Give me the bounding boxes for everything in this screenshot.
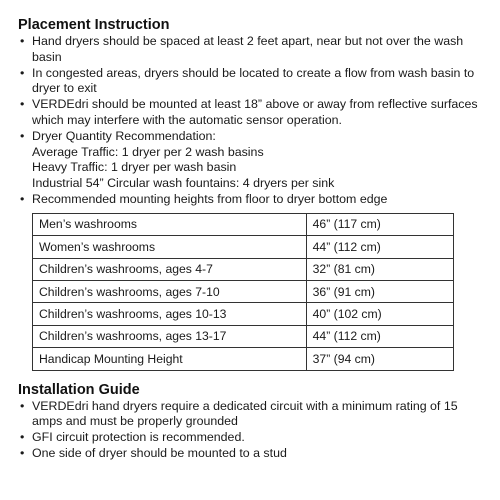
table-row <box>33 213 454 235</box>
installation-bullet-1: • VERDEdri hand dryers require a dedicated circuit with a minimum rating of 15 amps and must be properly grounded <box>20 398 458 429</box>
bullet-glyph: • <box>20 97 25 112</box>
mounting-heights-table <box>32 213 454 371</box>
table-row <box>33 348 454 370</box>
row-label: Men’s washrooms <box>33 213 307 235</box>
row-label: Women’s washrooms <box>33 236 307 258</box>
row-label: Children’s washrooms, ages 13-17 <box>33 325 307 347</box>
installation-bullet-2: • GFI circuit protection is recommended. <box>20 430 245 445</box>
row-label: Children’s washrooms, ages 10-13 <box>33 303 307 325</box>
row-value: 46” (117 cm) <box>306 213 453 235</box>
row-label: Children’s washrooms, ages 7-10 <box>33 280 307 302</box>
row-value: 44” (112 cm) <box>306 236 453 258</box>
table-row <box>33 303 454 325</box>
row-value: 36” (91 cm) <box>306 280 453 302</box>
bullet-glyph: • <box>20 34 25 48</box>
bullet-glyph: • <box>20 430 25 445</box>
table-row <box>33 325 454 347</box>
installation-heading: Installation Guide <box>18 381 140 398</box>
table-row <box>33 280 454 302</box>
bullet-glyph: • <box>20 128 25 143</box>
placement-bullet-4: • Dryer Quantity Recommendation: Average Traffic: 1 dryer per 2 wash basins Heavy Traffic: 1 dryer per wash basin Industrial 54” Circular wash fountains: 4 dryers per sink <box>20 128 335 191</box>
installation-list <box>18 399 488 462</box>
row-value: 32” (81 cm) <box>306 258 453 280</box>
bullet-glyph: • <box>20 65 25 80</box>
placement-bullet-5: • Recommended mounting heights from floor to dryer bottom edge <box>20 191 388 206</box>
placement-list <box>18 34 488 208</box>
placement-bullet-1: • Hand dryers should be spaced at least 2 feet apart, near but not over the wash basin <box>20 34 464 64</box>
row-label: Handicap Mounting Height <box>33 348 307 370</box>
document-page <box>18 16 488 462</box>
placement-bullet-2: • In congested areas, dryers should be located to create a flow from wash basin to dryer to exit <box>20 65 475 96</box>
row-value: 37” (94 cm) <box>306 348 453 370</box>
bullet-glyph: • <box>20 445 25 460</box>
placement-bullet-3: • VERDEdri should be mounted at least 18” above or away from reflective surfaces which may interfere with the automatic sensor operation. <box>20 97 478 127</box>
row-label: Children’s washrooms, ages 4-7 <box>33 258 307 280</box>
placement-heading: Placement Instruction <box>18 17 170 33</box>
row-value: 44” (112 cm) <box>306 325 453 347</box>
table-row <box>33 236 454 258</box>
installation-bullet-3: • One side of dryer should be mounted to a stud <box>20 445 287 460</box>
bullet-glyph: • <box>20 191 25 206</box>
bullet-glyph: • <box>20 398 25 413</box>
row-value: 40” (102 cm) <box>306 303 453 325</box>
table-row <box>33 258 454 280</box>
